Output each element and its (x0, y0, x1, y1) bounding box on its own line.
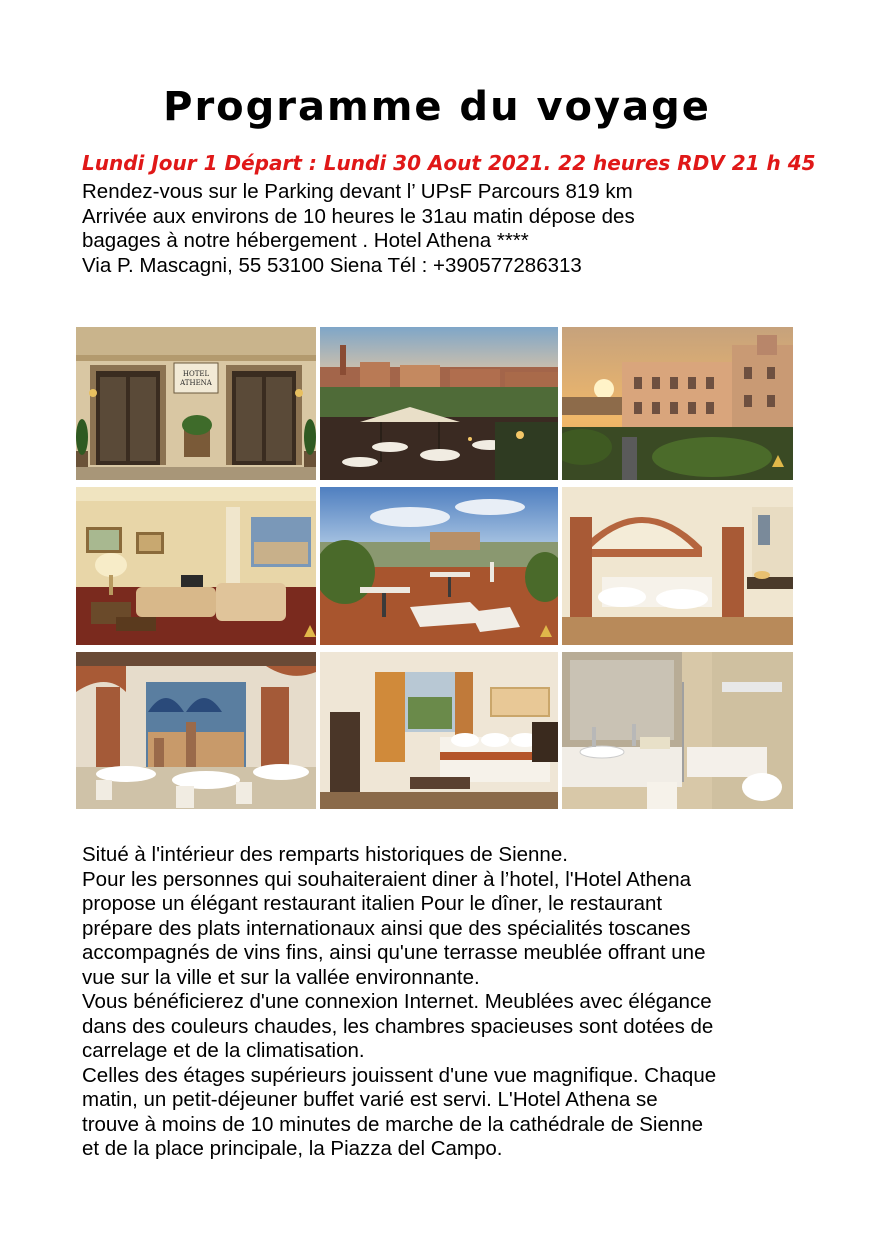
description-line: Situé à l'intérieur des remparts historiques de Sienne. (82, 843, 568, 866)
description-line: Pour les personnes qui souhaiteraient diner à l’hotel, l'Hotel Athena (82, 867, 692, 891)
hotel-photo-grid (76, 327, 793, 809)
description-line: carrelage et de la climatisation. (82, 1039, 365, 1062)
hotel-sign-text: HOTEL (182, 370, 210, 378)
day-heading: Lundi Jour 1 Départ : Lundi 30 Aout 2021. 22 heures RDV 21 h 45 (82, 151, 816, 175)
description-line: dans des couleurs chaudes, les chambres spacieuses sont dotées de (82, 1014, 714, 1038)
description-line: matin, un petit-déjeuner buffet varié est servi. L'Hotel Athena se (82, 1088, 658, 1111)
photo-bedroom (320, 652, 558, 809)
description-line: et de la place principale, la Piazza del Campo. (82, 1137, 503, 1160)
hotel-sign-text: ATHENA (180, 379, 212, 387)
intro-line: Via P. Mascagni, 55 53100 Siena Tél : +390577286313 (82, 253, 582, 277)
description-line: propose un élégant restaurant italien Pour le dîner, le restaurant (82, 892, 663, 915)
description-line: Vous bénéficierez d'une connexion Internet. Meublées avec élégance (82, 990, 712, 1013)
intro-line: Arrivée aux environs de 10 heures le 31au matin dépose des (82, 204, 635, 228)
photo-lounge (76, 487, 316, 645)
hotel-description (82, 843, 802, 1162)
description-line: trouve à moins de 10 minutes de marche de la cathédrale de Sienne (82, 1112, 704, 1136)
intro-line: bagages à notre hébergement . Hotel Athena **** (82, 229, 529, 252)
description-line: Celles des étages supérieurs jouissent d'une vue magnifique. Chaque (82, 1063, 717, 1087)
photo-terrace-dusk (320, 327, 558, 480)
description-line: prépare des plats internationaux ainsi que des spécialités toscanes (82, 916, 691, 940)
page-title: Programme du voyage (163, 84, 711, 130)
photo-restaurant-mural (76, 652, 316, 809)
intro-text (82, 180, 635, 278)
photo-breakfast-room (562, 487, 793, 645)
description-line: vue sur la ville et sur la vallée environnante. (82, 965, 480, 989)
photo-sunset-building (562, 327, 793, 480)
description-line: accompagnés de vins fins, ainsi qu'une terrasse meublée offrant une (82, 941, 706, 964)
photo-hotel-entrance (76, 327, 316, 480)
intro-line: Rendez-vous sur le Parking devant l’ UPsF Parcours 819 km (82, 180, 633, 203)
photo-rooftop-terrace (320, 487, 558, 645)
photo-bathroom (562, 652, 793, 809)
